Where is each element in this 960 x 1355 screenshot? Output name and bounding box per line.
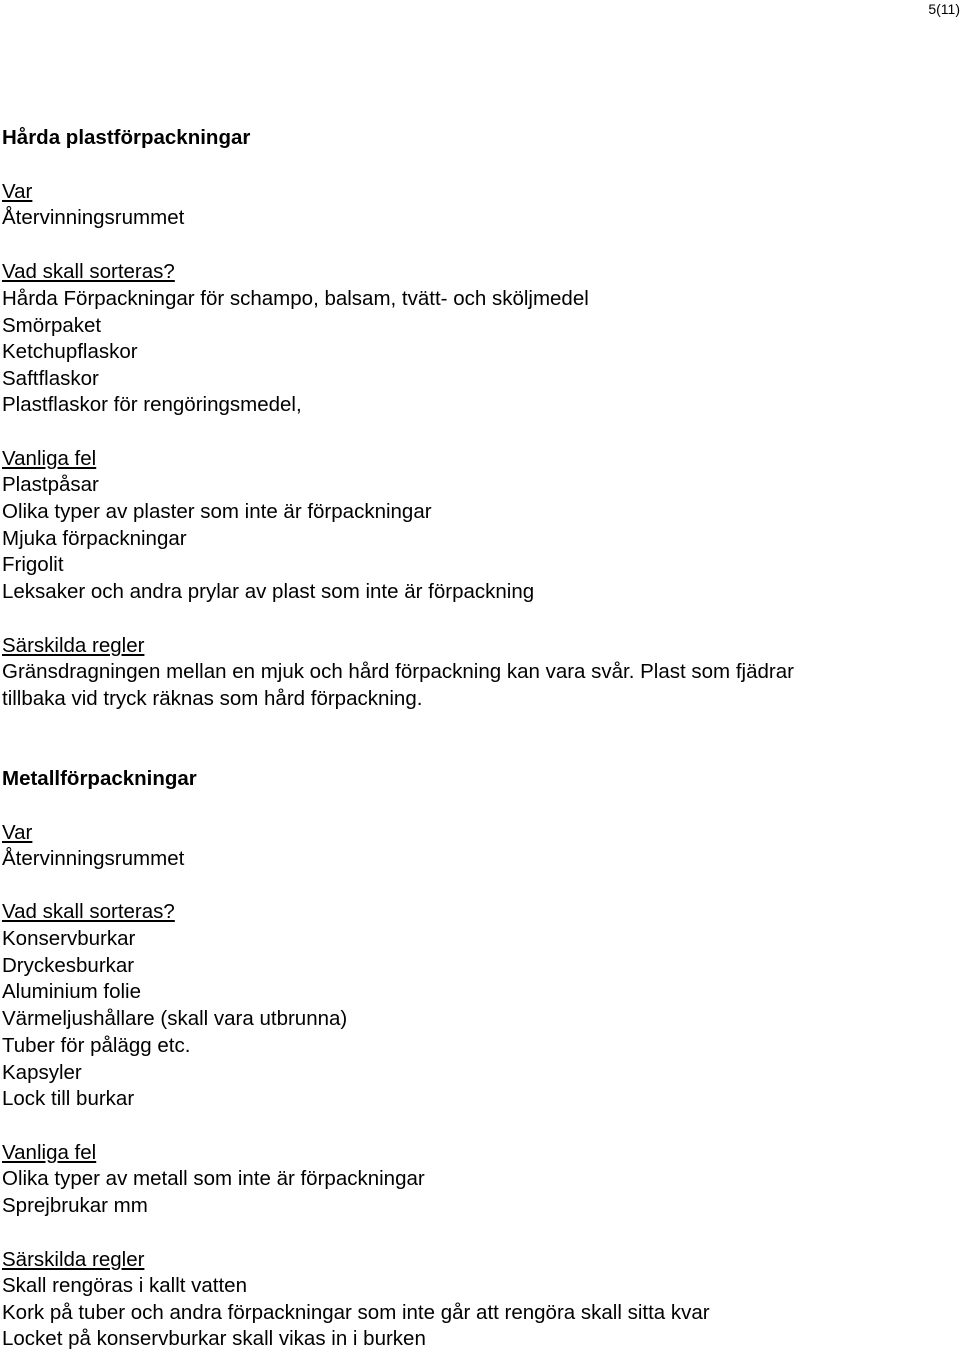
rules-label: Särskilda regler [2,634,145,657]
error-item: Sprejbrukar mm [2,1194,148,1217]
what-item: Ketchupflaskor [2,340,138,363]
what-item: Tuber för pålägg etc. [2,1034,191,1057]
where-label: Var [2,180,33,203]
section-title-metal: Metallförpackningar [2,767,197,790]
what-label: Vad skall sorteras? [2,260,175,283]
what-item: Aluminium folie [2,980,141,1003]
what-label: Vad skall sorteras? [2,900,175,923]
rule-item: tillbaka vid tryck räknas som hård förpackning. [2,687,423,710]
rule-item: Gränsdragningen mellan en mjuk och hård förpackning kan vara svår. Plast som fjädrar [2,660,794,683]
what-item: Värmeljushållare (skall vara utbrunna) [2,1007,348,1030]
rule-item: Kork på tuber och andra förpackningar som inte går att rengöra skall sitta kvar [2,1301,710,1324]
what-item: Hårda Förpackningar för schampo, balsam, tvätt- och sköljmedel [2,287,589,310]
rules-label: Särskilda regler [2,1248,145,1271]
where-label: Var [2,821,33,844]
page-number: 5(11) [928,1,960,17]
errors-label: Vanliga fel [2,447,97,470]
what-item: Konservburkar [2,927,136,950]
error-item: Frigolit [2,553,64,576]
what-item: Smörpaket [2,314,102,337]
error-item: Plastpåsar [2,473,99,496]
error-item: Leksaker och andra prylar av plast som inte är förpackning [2,580,535,603]
error-item: Olika typer av plaster som inte är förpackningar [2,500,432,523]
what-item: Plastflaskor för rengöringsmedel, [2,393,302,416]
error-item: Mjuka förpackningar [2,527,187,550]
section-title-hard-plastic: Hårda plastförpackningar [2,126,251,149]
where-value: Återvinningsrummet [2,206,185,229]
rule-item: Locket på konservburkar skall vikas in i burken [2,1327,426,1350]
what-item: Kapsyler [2,1061,82,1084]
rule-item: Skall rengöras i kallt vatten [2,1274,247,1297]
error-item: Olika typer av metall som inte är förpackningar [2,1167,425,1190]
where-value: Återvinningsrummet [2,847,185,870]
what-item: Lock till burkar [2,1087,135,1110]
what-item: Saftflaskor [2,367,99,390]
what-item: Dryckesburkar [2,954,135,977]
errors-label: Vanliga fel [2,1141,97,1164]
